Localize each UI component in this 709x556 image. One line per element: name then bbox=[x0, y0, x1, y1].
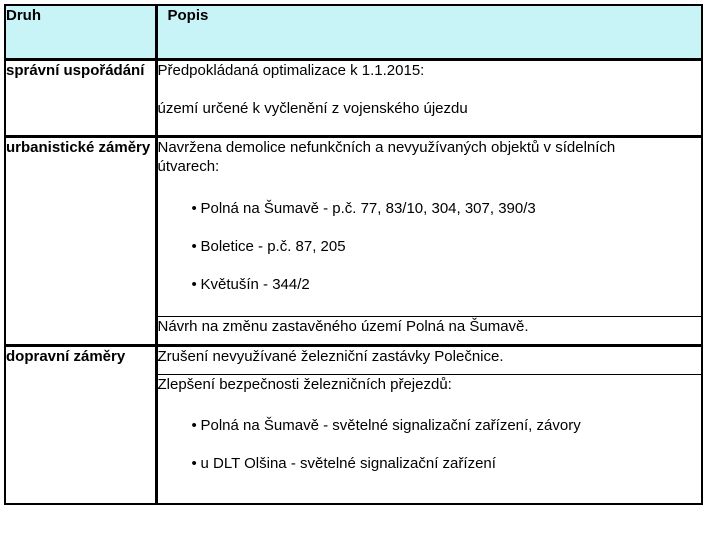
popis-text: Předpokládaná optimalizace k 1.1.2015: bbox=[157, 62, 425, 79]
druh-popis-table bbox=[4, 4, 703, 505]
table-row-dopravni bbox=[5, 346, 702, 375]
header-popis: Popis bbox=[156, 5, 702, 60]
popis-cell-prejezdy bbox=[156, 375, 702, 505]
list-item: • Polná na Šumavě - světelné signalizační zařízení, závory bbox=[191, 417, 581, 434]
druh-cell-dopravni bbox=[5, 346, 156, 505]
popis-cell-zastavene bbox=[156, 317, 702, 346]
table-row-spravni bbox=[5, 60, 702, 137]
druh-label: dopravní záměry bbox=[6, 348, 126, 365]
list-item: • u DLT Olšina - světelné signalizační zařízení bbox=[191, 455, 496, 472]
popis-cell-demolice bbox=[156, 137, 702, 317]
bullet-icon: • bbox=[191, 200, 197, 217]
demolice-list bbox=[158, 199, 702, 294]
bullet-icon: • bbox=[191, 417, 197, 434]
popis-text: Zlepšení bezpečnosti železničních přejezdů: bbox=[157, 376, 452, 393]
popis-text: Navržena demolice nefunkčních a nevyužívaných objektů v sídelních útvarech: bbox=[157, 139, 616, 175]
druh-label: urbanistické záměry bbox=[6, 139, 151, 156]
table-row-urbanisticke bbox=[5, 137, 702, 317]
list-item: • Boletice - p.č. 87, 205 bbox=[191, 238, 346, 255]
popis-cell-spravni bbox=[156, 60, 702, 137]
list-item: • Květušín - 344/2 bbox=[191, 276, 310, 293]
prejezdy-list bbox=[158, 416, 702, 473]
header-druh: Druh bbox=[5, 5, 156, 60]
druh-cell-spravni bbox=[5, 60, 156, 137]
druh-cell-urbanisticke bbox=[5, 137, 156, 346]
bullet-icon: • bbox=[191, 455, 197, 472]
popis-text: Zrušení nevyužívané železniční zastávky Polečnice. bbox=[157, 348, 504, 365]
popis-text: území určené k vyčlenění z vojenského újezdu bbox=[157, 100, 468, 117]
list-item: • Polná na Šumavě - p.č. 77, 83/10, 304, 307, 390/3 bbox=[191, 200, 536, 217]
popis-text: Návrh na změnu zastavěného území Polná na Šumavě. bbox=[157, 318, 529, 335]
table-header-row bbox=[5, 5, 702, 60]
bullet-icon: • bbox=[191, 276, 197, 293]
druh-label: správní uspořádání bbox=[6, 62, 145, 79]
bullet-icon: • bbox=[191, 238, 197, 255]
popis-cell-zastavka bbox=[156, 346, 702, 375]
